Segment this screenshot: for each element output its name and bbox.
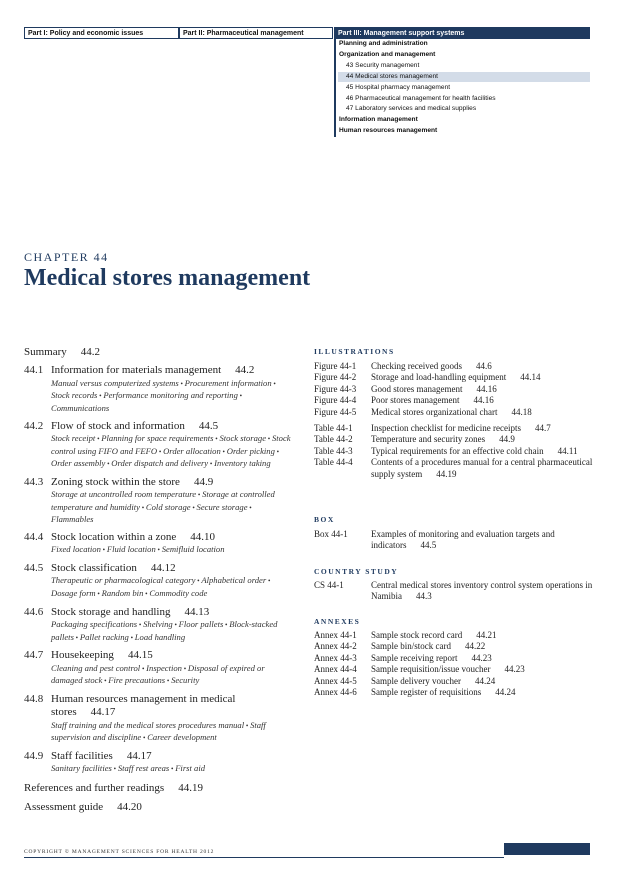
item-label: Figure 44-1 — [314, 361, 357, 371]
illustration-item[interactable] — [314, 641, 604, 652]
toc-subtopic[interactable]: Random bin — [101, 587, 144, 598]
toc-entry[interactable] — [24, 476, 294, 526]
bullet-separator: • — [172, 620, 179, 629]
item-page: 44.14 — [520, 372, 541, 383]
bullet-separator: • — [208, 460, 215, 469]
toc-heading — [51, 562, 294, 575]
item-text[interactable]: Temperature and security zones — [371, 434, 486, 445]
item-text[interactable]: Sample bin/stock card — [371, 641, 451, 652]
item-page: 44.16 — [476, 383, 497, 394]
country-study-heading: COUNTRY STUDY — [314, 567, 399, 576]
toc-subtopic[interactable]: Commodity code — [149, 587, 208, 598]
item-text-wrap — [314, 529, 611, 552]
toc-subtopic[interactable]: Performance monitoring and reporting — [103, 390, 238, 401]
item-page: 44.24 — [495, 687, 516, 698]
item-text-wrap — [314, 630, 604, 641]
toc-number: 44.9 — [24, 749, 44, 762]
nav-tree-item[interactable]: Human resources management — [339, 127, 438, 135]
toc-page: 44.17 — [126, 749, 152, 762]
toc-subtopic[interactable]: Manual versus computerized systems — [51, 377, 179, 388]
toc-subtopic[interactable]: Packaging specifications — [51, 618, 138, 629]
toc-heading — [51, 693, 294, 720]
toc-page: 44.13 — [184, 605, 210, 618]
item-text[interactable]: Examples of monitoring and evaluation targets and indicators — [371, 529, 555, 551]
item-page: 44.24 — [474, 675, 496, 686]
item-label: Table 44-2 — [314, 434, 353, 445]
item-text-wrap — [314, 361, 611, 372]
item-text[interactable]: Sample stock record card — [371, 630, 463, 640]
toc-title[interactable]: Stock classification — [51, 561, 137, 574]
bullet-separator: • — [73, 633, 80, 642]
item-label: Annex 44-1 — [314, 630, 357, 640]
item-text[interactable]: Central medical stores inventory control system operations in Namibia — [371, 580, 593, 602]
toc-subtopic[interactable]: Block-stacked pallets — [51, 618, 278, 642]
toc-subtopic[interactable]: Cleaning and pest control — [51, 662, 141, 673]
toc-subtopic[interactable]: Storage at controlled temperature and humidity — [51, 489, 275, 512]
illustration-item[interactable] — [314, 372, 604, 383]
copyright-notice: COPYRIGHT © MANAGEMENT SCIENCES FOR HEALTH 2012 — [24, 849, 215, 855]
bullet-separator: • — [223, 620, 230, 629]
bullet-separator: • — [143, 589, 150, 598]
country-study-list — [314, 580, 604, 603]
bullet-separator: • — [169, 765, 176, 774]
toc-subtopics — [51, 575, 294, 600]
toc-title[interactable]: References and further readings — [24, 781, 165, 794]
illustration-item[interactable] — [314, 361, 604, 372]
nav-tree-item[interactable]: 44 Medical stores management — [338, 72, 590, 82]
toc-subtopics — [51, 433, 294, 471]
bullet-separator: • — [111, 765, 118, 774]
toc-subtopic[interactable]: Floor pallets — [178, 618, 224, 629]
toc-subtopic[interactable]: Semifluid location — [161, 544, 225, 555]
toc-subtopic[interactable]: Load handling — [134, 631, 186, 642]
toc-subtopic[interactable]: Staff rest areas — [117, 763, 170, 774]
item-page: 44.22 — [464, 641, 486, 652]
illustration-item[interactable] — [314, 664, 604, 675]
annexes-list — [314, 630, 604, 698]
toc-subtopic[interactable]: Staff training and the medical stores procedures manual — [51, 719, 245, 730]
toc-subtopic[interactable]: Fixed location — [51, 544, 101, 555]
toc-entry[interactable] — [24, 693, 294, 745]
item-text[interactable]: Typical requirements for an effective cold chain — [371, 445, 544, 456]
toc-subtopic[interactable]: Stock records — [51, 390, 98, 401]
page-title: Medical stores management — [24, 265, 311, 291]
toc-subtopic[interactable]: Security — [171, 675, 200, 686]
bullet-separator: • — [165, 677, 172, 686]
item-text-wrap — [314, 384, 611, 395]
item-text-wrap — [314, 676, 604, 687]
illustration-item[interactable] — [314, 446, 604, 457]
item-page: 44.7 — [534, 423, 551, 434]
toc-subtopic[interactable]: Shelving — [143, 618, 173, 629]
nav-tree-item[interactable]: Planning and administration — [339, 40, 428, 47]
item-label: Annex 44-4 — [314, 664, 357, 675]
toc-number: 44.3 — [24, 475, 44, 488]
toc-subtopic[interactable]: Stock receipt — [51, 433, 96, 443]
bullet-separator: • — [181, 664, 188, 673]
nav-tree-item[interactable]: 47 Laboratory services and medical supplies — [346, 105, 477, 113]
toc-subtopics — [51, 619, 294, 644]
toc-subtopic[interactable]: Stock storage — [219, 433, 267, 443]
item-label: CS 44-1 — [314, 580, 344, 590]
illustration-item[interactable] — [314, 687, 604, 698]
bullet-separator: • — [128, 633, 135, 642]
toc-subtopic[interactable]: Flammables — [51, 514, 94, 525]
toc-page: 44.17 — [90, 706, 116, 719]
illustration-item[interactable] — [314, 407, 604, 418]
item-page: 44.6 — [475, 361, 492, 371]
item-text[interactable]: Medical stores organizational chart — [371, 406, 498, 417]
item-text[interactable]: Inspection checklist for medicine receipts — [371, 423, 521, 434]
item-text[interactable]: Contents of a procedures manual for a central pharmaceutical supply system — [371, 457, 593, 479]
toc-title[interactable]: Stock location within a zone — [51, 530, 177, 543]
toc-heading — [51, 531, 294, 544]
bullet-separator: • — [140, 664, 147, 673]
illustrations-heading: ILLUSTRATIONS — [314, 347, 395, 356]
bullet-separator: • — [105, 460, 112, 469]
illustration-item[interactable] — [314, 529, 604, 552]
toc-entry[interactable] — [24, 750, 294, 776]
toc-subtopic[interactable]: Disposal of expired or damaged stock — [51, 662, 265, 686]
item-label: Table 44-1 — [314, 423, 353, 434]
toc-title[interactable]: Zoning stock within the store — [51, 475, 180, 488]
toc-page: 44.9 — [193, 475, 214, 488]
item-page: 44.23 — [504, 664, 525, 675]
toc-subtopics — [51, 544, 294, 557]
toc-number: 44.1 — [24, 364, 44, 377]
toc-subtopic[interactable]: Fluid location — [106, 544, 156, 555]
toc-page: 44.10 — [190, 530, 215, 543]
bullet-separator: • — [102, 677, 109, 686]
toc-number: 44.7 — [24, 649, 44, 662]
toc-entry-body — [24, 531, 294, 557]
toc-entry[interactable] — [24, 420, 294, 471]
bullet-separator: • — [190, 503, 197, 512]
bullet-separator: • — [100, 546, 107, 555]
item-text[interactable]: Sample receiving report — [371, 652, 458, 663]
tab-part-3[interactable]: Part III: Management support systems — [334, 27, 590, 39]
toc-entry[interactable] — [24, 562, 294, 601]
toc-entry-body — [24, 693, 294, 745]
item-text[interactable]: Checking received goods — [371, 361, 462, 371]
item-label: Annex 44-3 — [314, 652, 357, 663]
toc-subtopic[interactable]: Procurement information — [184, 377, 272, 388]
item-page: 44.19 — [436, 468, 457, 479]
toc-page: 44.2 — [235, 364, 255, 377]
toc-entry-body — [24, 782, 294, 795]
toc-page: 44.5 — [198, 419, 219, 432]
toc-subtopic[interactable]: First aid — [175, 763, 206, 774]
toc-heading — [51, 476, 294, 489]
item-label: Figure 44-5 — [314, 406, 357, 417]
toc-page: 44.19 — [178, 781, 203, 794]
toc-heading — [24, 782, 294, 795]
bullet-separator: • — [137, 620, 144, 629]
chapter-label: CHAPTER 44 — [24, 250, 109, 264]
toc-entry-body — [24, 649, 294, 688]
toc-subtopic[interactable]: Pallet racking — [79, 631, 129, 642]
item-text-wrap — [314, 372, 611, 383]
bullet-separator: • — [266, 577, 271, 586]
item-label: Annex 44-6 — [314, 687, 357, 698]
item-page: 44.21 — [476, 630, 497, 640]
toc-page: 44.12 — [150, 561, 176, 574]
toc-subtopic[interactable]: Career development — [147, 732, 217, 743]
toc-entry-body — [24, 562, 294, 601]
item-page: 44.11 — [557, 445, 578, 456]
part-3-navigation-tree — [334, 39, 592, 137]
item-text[interactable]: Sample delivery voucher — [371, 675, 461, 686]
toc-subtopic[interactable]: Sanitary facilities — [51, 763, 112, 774]
toc-subtopic[interactable]: Secure storage — [196, 501, 248, 512]
bullet-separator: • — [155, 546, 162, 555]
item-page: 44.5 — [420, 540, 437, 551]
toc-heading — [51, 649, 294, 662]
annexes-heading: ANNEXES — [314, 617, 361, 626]
item-page: 44.3 — [416, 591, 432, 602]
toc-subtopic[interactable]: Alphabetical order — [201, 575, 267, 586]
item-label: Table 44-4 — [314, 457, 353, 468]
toc-entry[interactable] — [24, 801, 294, 814]
item-page: 44.18 — [511, 406, 532, 417]
toc-title[interactable]: Summary — [24, 346, 67, 358]
bullet-separator: • — [274, 447, 280, 456]
item-label: Annex 44-2 — [314, 641, 357, 652]
tab-part-1[interactable]: Part I: Policy and economic issues — [24, 27, 179, 39]
toc-subtopic[interactable]: Cold storage — [145, 501, 191, 512]
toc-title[interactable]: Housekeeping — [51, 649, 114, 662]
toc-subtopic[interactable]: Therapeutic or pharmacological category — [51, 575, 196, 586]
illustration-item[interactable] — [314, 580, 604, 603]
toc-number: 44.8 — [24, 692, 44, 705]
item-text-wrap — [314, 457, 611, 480]
toc-subtopic[interactable]: Stock control using FIFO and FEFO — [51, 433, 291, 456]
toc-subtopic[interactable]: Planning for space requirements — [101, 433, 214, 443]
bullet-separator: • — [95, 435, 102, 443]
bullet-separator: • — [97, 392, 104, 401]
toc-title[interactable]: Flow of stock and information — [51, 419, 185, 432]
bullet-separator: • — [247, 503, 252, 512]
toc-number: 44.2 — [24, 419, 44, 432]
item-page: 44.23 — [471, 652, 492, 663]
toc-subtopic[interactable]: Order allocation — [163, 445, 221, 456]
illustration-item[interactable] — [314, 676, 604, 687]
bullet-separator: • — [141, 734, 148, 743]
toc-entry-body — [24, 606, 294, 645]
toc-subtopic[interactable]: Inspection — [146, 662, 182, 673]
illustrations-list — [314, 361, 604, 480]
illustration-item[interactable] — [314, 630, 604, 641]
illustration-item[interactable] — [314, 434, 604, 445]
toc-entry[interactable] — [24, 782, 294, 795]
toc-entry-body — [24, 476, 294, 526]
item-label: Figure 44-4 — [314, 395, 357, 406]
toc-entry-body — [24, 750, 294, 776]
toc-heading — [24, 346, 294, 359]
item-text-wrap — [314, 580, 611, 603]
toc-subtopic[interactable]: Inventory taking — [214, 458, 271, 469]
toc-entry-body — [24, 364, 294, 414]
nav-tree-item[interactable]: Information management — [339, 116, 418, 124]
toc-title[interactable]: Stock storage and handling — [51, 605, 171, 618]
toc-heading — [51, 750, 294, 763]
toc-subtopics — [51, 489, 294, 526]
illustration-item[interactable] — [314, 395, 604, 406]
toc-heading — [24, 801, 294, 814]
toc-subtopic[interactable]: Storage at uncontrolled room temperature — [51, 489, 197, 500]
toc-subtopic[interactable]: Order picking — [226, 445, 275, 456]
bullet-separator: • — [95, 589, 102, 598]
toc-subtopics — [51, 663, 294, 688]
toc-title[interactable]: Human resources management in medical stores — [51, 692, 236, 719]
item-text[interactable]: Poor stores management — [371, 395, 460, 406]
toc-entry[interactable] — [24, 346, 294, 359]
toc-heading — [51, 364, 294, 377]
bullet-separator: • — [213, 435, 220, 443]
toc-subtopic[interactable]: Fire precautions — [108, 675, 166, 686]
illustration-item[interactable] — [314, 653, 604, 664]
nav-tree-item[interactable]: 43 Security management — [346, 61, 420, 69]
bullet-separator: • — [157, 447, 164, 456]
box-heading: BOX — [314, 515, 335, 524]
toc-heading — [51, 606, 294, 619]
toc-heading — [51, 420, 294, 433]
bullet-separator: • — [178, 379, 185, 388]
item-text-wrap — [314, 687, 604, 698]
illustration-item[interactable] — [314, 384, 604, 395]
toc-entry[interactable] — [24, 649, 294, 688]
bullet-separator: • — [139, 503, 146, 512]
bullet-separator: • — [266, 435, 272, 443]
toc-entry[interactable] — [24, 364, 294, 414]
nav-tree-item[interactable]: 45 Hospital pharmacy management — [346, 83, 451, 91]
toc-subtopic[interactable]: Order assembly — [51, 458, 106, 469]
toc-page: 44.2 — [80, 346, 101, 358]
item-label: Table 44-3 — [314, 445, 353, 456]
item-text[interactable]: Sample requisition/issue voucher — [371, 664, 491, 675]
item-page: 44.16 — [473, 395, 494, 406]
item-label: Annex 44-5 — [314, 675, 357, 686]
bullet-separator: • — [195, 577, 202, 586]
item-text[interactable]: Sample register of requisitions — [371, 687, 482, 698]
toc-subtopics — [51, 378, 294, 415]
toc-page: 44.15 — [127, 649, 153, 662]
toc-entry[interactable] — [24, 531, 294, 557]
item-label: Figure 44-3 — [314, 383, 357, 394]
illustration-item[interactable] — [314, 457, 604, 480]
item-text-wrap — [314, 664, 604, 675]
nav-tree-item[interactable]: 46 Pharmaceutical management for health facilities — [346, 94, 496, 102]
toc-subtopics — [51, 763, 294, 776]
toc-page: 44.20 — [117, 801, 142, 814]
toc-title[interactable]: Information for materials management — [51, 364, 222, 377]
toc-number: 44.4 — [24, 530, 44, 543]
item-text[interactable]: Good stores management — [371, 383, 463, 394]
bullet-separator: • — [237, 392, 243, 401]
item-text-wrap — [314, 446, 611, 457]
item-text-wrap — [314, 395, 611, 406]
item-text-wrap — [314, 407, 611, 418]
toc-title[interactable]: Assessment guide — [24, 801, 104, 814]
nav-tree-item[interactable]: Organization and management — [339, 50, 436, 58]
toc-subtopic[interactable]: Order dispatch and delivery — [111, 458, 209, 469]
toc-number: 44.6 — [24, 605, 44, 618]
toc-subtopic[interactable]: Staff supervision and discipline — [51, 719, 266, 743]
item-page: 44.9 — [499, 434, 515, 445]
item-label: Figure 44-2 — [314, 372, 357, 383]
bullet-separator: • — [271, 379, 276, 388]
item-label: Box 44-1 — [314, 529, 348, 539]
item-text-wrap — [314, 423, 611, 434]
box-list — [314, 529, 604, 552]
illustration-item[interactable] — [314, 423, 604, 434]
toc-number: 44.5 — [24, 561, 44, 574]
item-text-wrap — [314, 653, 604, 664]
chapter-contents — [24, 346, 294, 815]
toc-entry-body — [24, 801, 294, 814]
item-text-wrap — [314, 434, 611, 445]
toc-entry-body — [24, 420, 294, 471]
item-text[interactable]: Storage and load-handling equipment — [371, 372, 507, 383]
bullet-separator: • — [220, 447, 227, 456]
toc-subtopic[interactable]: Communications — [51, 403, 110, 413]
footer-rule — [24, 857, 504, 858]
bullet-separator: • — [196, 491, 203, 500]
tab-part-2[interactable]: Part II: Pharmaceutical management — [179, 27, 333, 39]
item-text-wrap — [314, 641, 604, 652]
bullet-separator: • — [244, 721, 251, 730]
toc-subtopic[interactable]: Dosage form — [51, 587, 96, 598]
toc-subtopics — [51, 720, 294, 745]
footer-accent-bar — [504, 843, 590, 855]
toc-title[interactable]: Staff facilities — [51, 749, 113, 762]
toc-entry-body — [24, 346, 294, 359]
toc-entry[interactable] — [24, 606, 294, 645]
